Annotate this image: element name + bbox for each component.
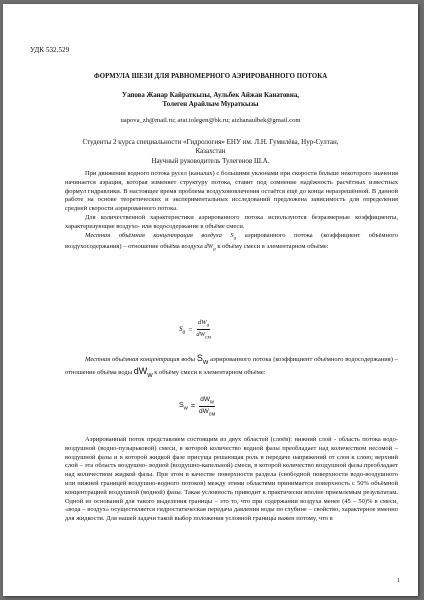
formula-1-fraction bbox=[195, 319, 212, 341]
page-number: 1 bbox=[396, 577, 400, 584]
body-paragraph-1: Аэрированный поток представляем состоящим из двух областей (слоёв): нижний слой - область потока водо-воздушной (водно-пузырьковой) смеси, в которой количество водной фазы преобладает над количеством несомой – воздушной фазы и в которой жидкой фазе присуща решающая роль в передаче напряжений от слоя к слою; верхний слой – эта область воздушно- водной (воздушно-капельной) смеси, в которой количество воздушной фазы преобладает над количеством жидкой фазы. При этом в качестве поверхности раздела (свободной поверхности водо-воздушного или нижней границей воздушно-водного потоков) между этими областями принимается поверхность с 50% объёмной концентрацией воздушной (водной) фазы. Такая условность приводит к практически вполне приемлемым результатам. Одной из оснований для такого выделения границы – это то, что при содержании воздуха менее (45 – 50)% в смеси, «вода – воздух» осуществляется гидростатическая передача давления воды по глубине – свойство, характерное именно для жидкости. Для нашей задачи такой выбор положения условной границы важен потому, что в bbox=[65, 436, 398, 523]
water-section bbox=[65, 354, 398, 379]
water-paragraph bbox=[65, 354, 398, 379]
authors bbox=[3, 91, 418, 110]
main-body-section bbox=[65, 436, 398, 524]
intro-section bbox=[65, 170, 398, 254]
intro-paragraph-3 bbox=[65, 232, 398, 254]
affiliation bbox=[27, 138, 394, 166]
formula-air-concentration: $S_a$ = $\frac{dW_a}{dW_{см}}$ bbox=[179, 319, 211, 341]
water-concentration-term: Местная объёмная концентрация воды bbox=[85, 356, 196, 363]
authors-line-1: Уапова Жанар Кайраткызы, Аульбек Айжан Канатовна, bbox=[122, 92, 299, 99]
water-definition-text: аэрированного потока (коэффициент объёмного водосодержания) – отношение объёма воды bbox=[65, 356, 399, 376]
air-definition-end: к объёму смеси в элементарном объёме: bbox=[217, 242, 329, 250]
formula-2-lhs: $S_w$ bbox=[179, 402, 188, 412]
water-symbol: $S_w$ bbox=[196, 353, 209, 366]
formula-water-concentration: $S_w$ = $\frac{dW_w}{dW_{см}}$ bbox=[179, 396, 216, 418]
document-page bbox=[3, 4, 418, 596]
author-emails: uapova_zh@mail.ru; arai.tolegen@bk.ru; aizhanaulbek@gmail.com bbox=[120, 117, 301, 124]
affiliation-line-2: Казахстан bbox=[195, 147, 226, 156]
water-definition-end: к объёму смеси в элементарном объёме: bbox=[154, 368, 266, 376]
authors-line-2: Толеген Арайлым Мураткызы bbox=[162, 101, 259, 109]
intro-paragraph-1: При движении водного потока русел (каналах) с большими уклонами при скорости больше некоторого значения начинается аэрация, которая изменяет структуру потока, ставит под сомнение надёжность расчётных известных формул гидравлики. В настоящее время проблема воздухововлечения остаётся ещё до конца неразрешённой. В данной работе на основе теоретических и экспериментальных исследований предложена зависимость для определения средней скорости аэрированного потока. bbox=[65, 170, 398, 213]
air-volume-symbol: $dW_a$ bbox=[204, 242, 216, 252]
formula-2-fraction bbox=[198, 396, 216, 418]
udc-code: УДК 532.529 bbox=[30, 46, 70, 54]
formula-1-denominator: $dW_{см}$ bbox=[196, 331, 211, 341]
air-concentration-term: Местная объёмная концентрация воздуха bbox=[85, 231, 222, 239]
supervisor: Научный руководитель Тулегенов Ш.А. bbox=[151, 156, 270, 165]
affiliation-line-1: Студенты 2 курса специальности «Гидрология» ЕНУ им. Л.Н. Гумилёва, Нур-Султан, bbox=[82, 138, 339, 146]
formula-1-lhs: $S_a$ bbox=[179, 324, 186, 335]
formula-2-denominator: $dW_{см}$ bbox=[198, 408, 216, 418]
paper-title: ФОРМУЛА ШЕЗИ ДЛЯ РАВНОМЕРНОГО АЭРИРОВАННОГО ПОТОКА bbox=[93, 73, 328, 80]
intro-paragraph-2: Для количественной характеристики аэрированного потока используются безразмерные коэффициенты, характеризующие воздухо- или водосодержание в объёме смеси. bbox=[65, 213, 398, 230]
water-volume-symbol: $dW_w$ bbox=[133, 365, 153, 379]
air-symbol: $S_a$ bbox=[230, 231, 237, 241]
formula-1-numerator: $dW_a$ bbox=[197, 319, 210, 329]
air-definition-text: аэрированного потока (коэффициент объёмного воздухосодержания) – отношение объёма воздуха bbox=[65, 231, 399, 250]
formula-2-numerator: $dW_w$ bbox=[200, 396, 214, 406]
